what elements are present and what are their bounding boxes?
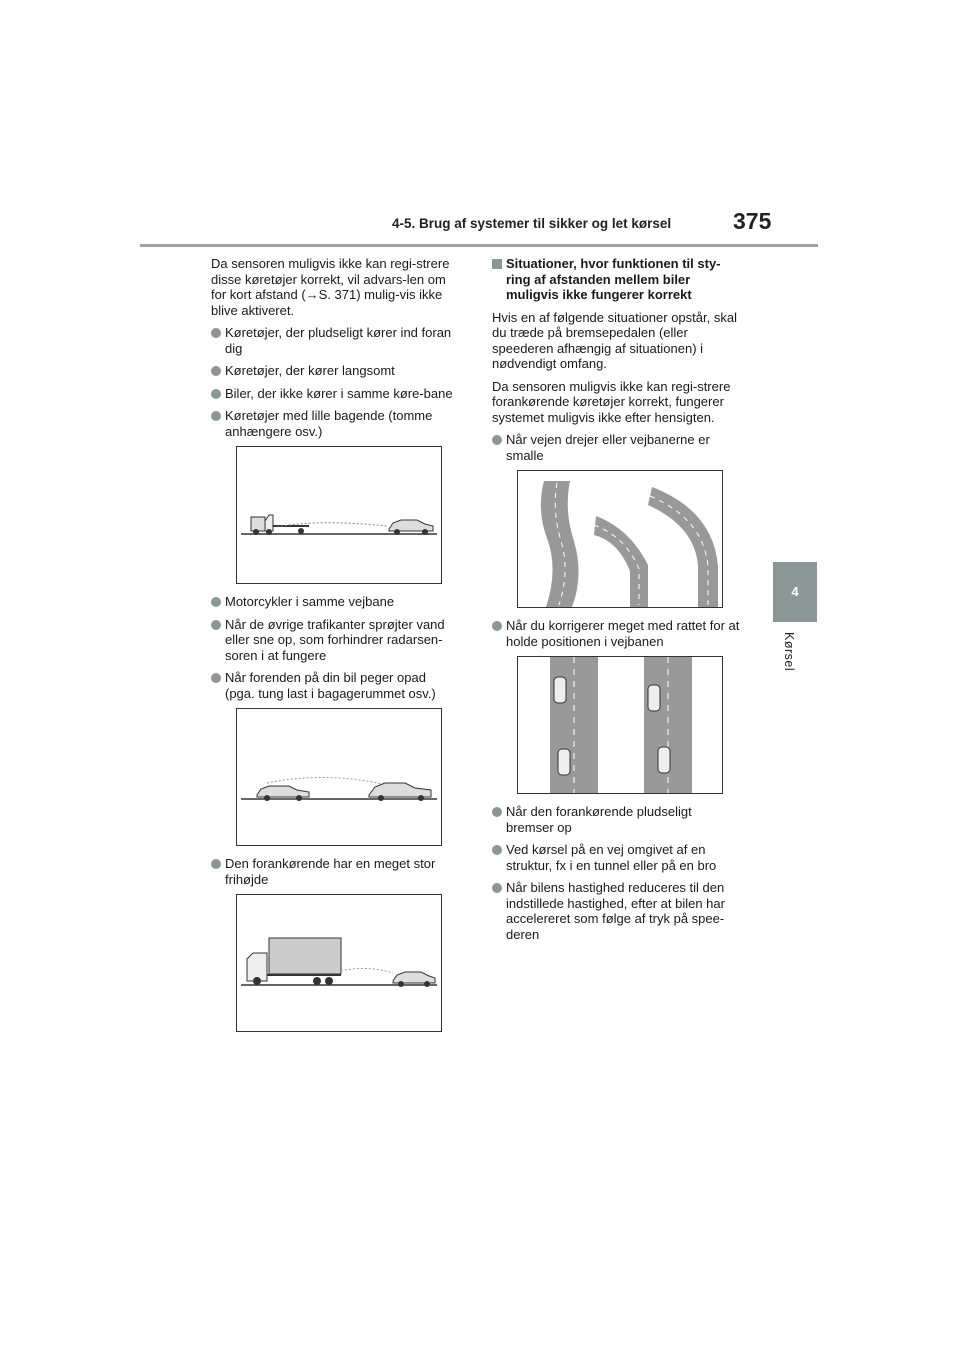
- bullet-icon: [211, 411, 221, 421]
- list-item: Når forenden på din bil peger opad (pga. tung last i bagagerummet osv.): [211, 670, 459, 701]
- left-column: [211, 256, 459, 1042]
- bullet-icon: [492, 807, 502, 817]
- bullet-icon: [211, 389, 221, 399]
- list-item: Når du korrigerer meget med rattet for at holde positionen i vejbanen: [492, 618, 740, 649]
- list-item: Når den forankørende pludseligt bremser op: [492, 804, 740, 835]
- bullet-icon: [211, 673, 221, 683]
- section-heading: Situationer, hvor funktionen til sty-ring af afstanden mellem biler muligvis ikke fungerer korrekt: [492, 256, 740, 303]
- chapter-tab[interactable]: 4: [773, 562, 817, 622]
- curved-road-illustration: [517, 470, 723, 608]
- high-clearance-truck-illustration: [236, 894, 442, 1032]
- bullet-icon: [492, 435, 502, 445]
- right-column: [492, 256, 740, 949]
- bullet-icon: [211, 859, 221, 869]
- list-item: Ved kørsel på en vej omgivet af en struktur, fx i en tunnel eller på en bro: [492, 842, 740, 873]
- bullet-icon: [492, 621, 502, 631]
- raised-front-illustration: [236, 708, 442, 846]
- bullet-icon: [211, 620, 221, 630]
- header-rule: [140, 244, 818, 247]
- heading-square-icon: [492, 259, 502, 269]
- list-item: Motorcykler i samme vejbane: [211, 594, 459, 610]
- list-item: Køretøjer, der kører langsomt: [211, 363, 459, 379]
- chapter-label: Kørsel: [782, 632, 796, 672]
- list-item: Køretøjer, der pludseligt kører ind foran dig: [211, 325, 459, 356]
- list-item: Den forankørende har en meget stor frihøjde: [211, 856, 459, 887]
- list-item: Biler, der ikke kører i samme køre-bane: [211, 386, 459, 402]
- list-item: Når bilens hastighed reduceres til den indstillede hastighed, efter at bilen har accelereret som følge af tryk på spee-deren: [492, 880, 740, 942]
- lane-correction-illustration: [517, 656, 723, 794]
- list-item: Når de øvrige trafikanter sprøjter vand eller sne op, som forhindrer radarsen-soren i at fungere: [211, 617, 459, 664]
- bullet-icon: [492, 845, 502, 855]
- bullet-icon: [211, 366, 221, 376]
- section-title: 4-5. Brug af systemer til sikker og let kørsel: [392, 216, 672, 231]
- list-item: Når vejen drejer eller vejbanerne er smalle: [492, 432, 740, 463]
- bullet-icon: [492, 883, 502, 893]
- bullet-icon: [211, 597, 221, 607]
- empty-trailer-illustration: [236, 446, 442, 584]
- bullet-icon: [211, 328, 221, 338]
- page-number: 375: [733, 208, 772, 234]
- list-item: Køretøjer med lille bagende (tomme anhængere osv.): [211, 408, 459, 439]
- paragraph: Hvis en af følgende situationer opstår, skal du træde på bremsepedalen (eller speederen afhængig af situationen) i nødvendigt omfang.: [492, 309, 737, 371]
- intro-paragraph: Da sensoren muligvis ikke kan regi-strere disse køretøjer korrekt, vil advars-len om for kort afstand (→S. 371) mulig-vis ikke blive aktiveret.: [211, 256, 450, 318]
- paragraph: Da sensoren muligvis ikke kan regi-strere forankørende køretøjer korrekt, fungerer systemet muligvis ikke efter hensigten.: [492, 378, 731, 425]
